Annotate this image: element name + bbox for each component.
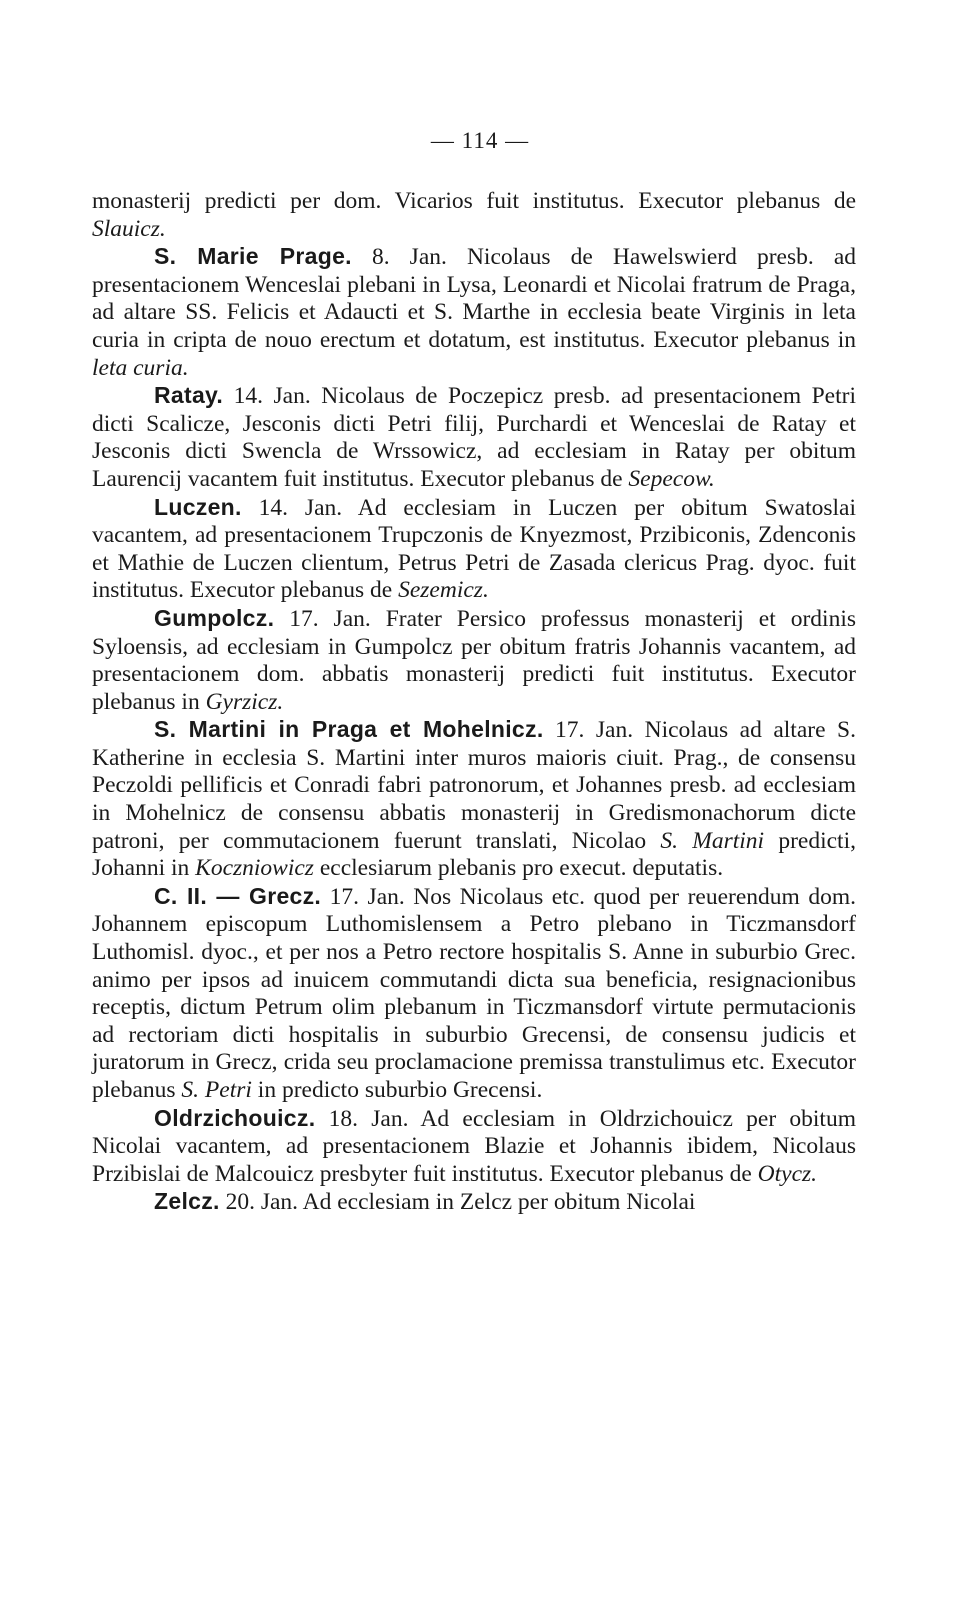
- italic-name: leta curia.: [92, 354, 189, 381]
- entry-text: monasterij predicti per dom. Vicarios fuit institutus. Executor plebanus de: [92, 188, 856, 214]
- entry-text: 17. Jan. Nos Nicolaus etc. quod per reuerendum dom. Johannem episcopum Luthomislensem a Petro plebano in Ticzmansdorf Luthomisl. dyoc., et per nos a Petro rectore hospitalis S. Anne in suburbio Grec. animo per ipsos ad inuicem commutandi dicta sua beneficia, resignacionibus receptis, dictum Petrum olim plebanum in Ticzmansdorf virtute permutacionis ad rectoriam dicti hospitalis in suburbio Grecensi, de consensu judicis et juratorum in Grecz, crida seu proclamacione premissa transtulimus etc. Executor plebanus: [92, 883, 857, 1103]
- entry-headword: C. II. — Grecz.: [154, 882, 322, 909]
- entry-headword: Zelcz.: [154, 1188, 220, 1215]
- page-number: — 114 —: [430, 128, 530, 153]
- entry-headword: S. Marie Prage.: [154, 243, 352, 270]
- entry-paragraph: [92, 716, 856, 883]
- body-text: [92, 188, 856, 1217]
- italic-name: Otycz.: [757, 1160, 818, 1187]
- entry-paragraph: [92, 494, 856, 605]
- entry-text: in predicto suburbio Grecensi.: [251, 1077, 543, 1103]
- italic-name: S. Petri: [181, 1077, 252, 1103]
- entry-text: ecclesiarum plebanis pro execut. deputatis.: [313, 855, 724, 882]
- entry-text: 14. Jan. Ad ecclesiam in Luczen per obitum Swatoslai vacantem, ad presentacionem Trupczonis de Knyezmost, Przibiconis, Zdenconis et Mathie de Luczen clientum, Petrus Petri de Zasada clericus Prag. dyoc. fuit institutus. Executor plebanus de: [92, 494, 856, 604]
- entry-text: predicti, Johanni in: [92, 827, 856, 882]
- entry-paragraph: [92, 243, 856, 382]
- entry-headword: Ratay.: [154, 382, 224, 409]
- entry-text: 17. Jan. Nicolaus ad altare S. Katherine in ecclesia S. Martini inter muros maioris ciuit. Prag., de consensu Peczoldi pellificis et Conradi fabri patronorum, et Johannes presb. ad ecclesiam in Mohelnicz de consensu abbatis monasterij in Gredismonachorum dicte patroni, per commutacionem fuerunt translati, Nicolao: [92, 717, 856, 854]
- entry-paragraph: [92, 188, 856, 243]
- entry-headword: Luczen.: [154, 493, 242, 520]
- italic-name: Sezemicz.: [398, 577, 489, 604]
- entry-text: 8. Jan. Nicolaus de Hawelswierd presb. ad presentacionem Wenceslai plebani in Lysa, Leonardi et Nicolai fratrum de Praga, ad altare SS. Felicis et Adaucti et S. Marthe in ecclesia beate Virginis in leta curia in cripta de nouo erectum et dotatum, est institutus. Executor plebanus in: [92, 244, 856, 353]
- italic-name: Gyrzicz.: [205, 688, 284, 715]
- italic-name: Koczniowicz: [195, 855, 314, 882]
- entry-text: 14. Jan. Nicolaus de Poczepicz presb. ad presentacionem Petri dicti Scalicze, Jesconis dicti Petri filij, Purchardi et Wenceslai de Ratay et Jesconis dicti Swencla de Wrssowicz, ad ecclesiam in Ratay per obitum Laurencij vacantem fuit institutus. Executor plebanus de: [92, 383, 856, 492]
- entry-paragraph: [92, 1188, 856, 1217]
- entry-paragraph: [92, 382, 856, 493]
- entry-paragraph: [92, 883, 856, 1105]
- entry-headword: Oldrzichouicz.: [154, 1104, 316, 1131]
- entry-headword: S. Martini in Praga et Mohelnicz.: [154, 716, 544, 743]
- entry-paragraph: [92, 1105, 856, 1189]
- entry-text: 20. Jan. Ad ecclesiam in Zelcz per obitum Nicolai: [219, 1189, 696, 1216]
- italic-name: S. Martini: [660, 827, 765, 854]
- entry-text: 18. Jan. Ad ecclesiam in Oldrzichouicz per obitum Nicolai vacantem, ad presentacionem Blazie et Johannis ibidem, Nicolaus Przibislai de Malcouicz presbyter fuit institutus. Executor plebanus de: [92, 1105, 856, 1187]
- italic-name: Slauicz.: [92, 215, 166, 242]
- entry-paragraph: [92, 605, 856, 716]
- entry-headword: Gumpolcz.: [154, 604, 275, 631]
- italic-name: Sepecow.: [628, 465, 715, 492]
- entry-text: 17. Jan. Frater Persico professus monasterij et ordinis Syloensis, ad ecclesiam in Gumpolcz per obitum fratris Johannis vacantem, ad presentacionem dom. abbatis monasterij predicti fuit institutus. Executor plebanus in: [92, 605, 856, 715]
